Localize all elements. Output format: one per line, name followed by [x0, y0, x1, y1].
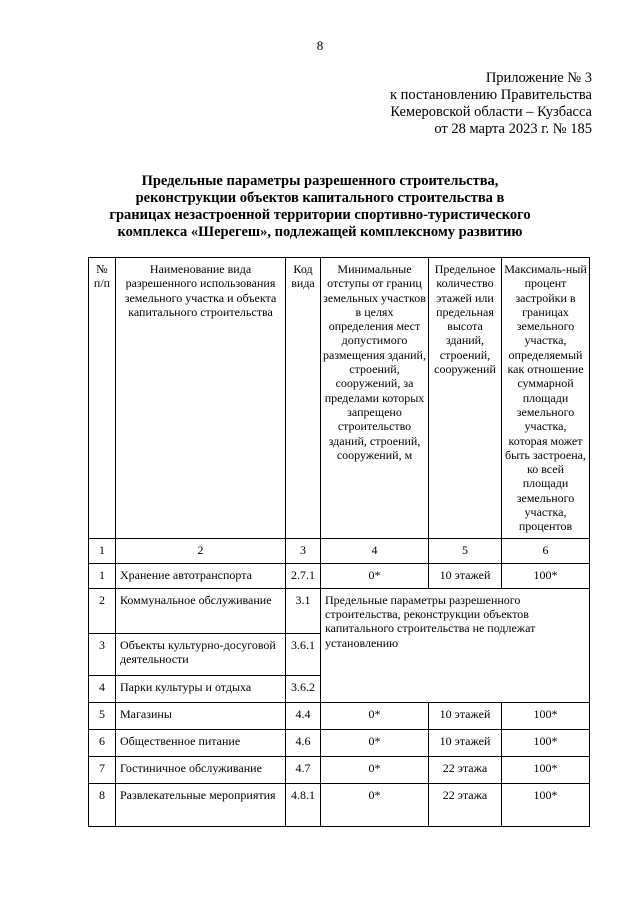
row-coverage: 100* [502, 563, 590, 588]
row-num: 3 [89, 633, 116, 675]
row-code: 3.6.1 [286, 633, 321, 675]
row-num: 5 [89, 702, 116, 729]
column-number: 2 [116, 538, 286, 563]
appendix-header [352, 70, 592, 138]
parameters-table [88, 257, 590, 827]
table-row [89, 783, 590, 826]
row-coverage: 100* [502, 729, 590, 756]
row-code: 4.8.1 [286, 783, 321, 826]
table-header-row [89, 258, 590, 539]
header-code: Код вида [286, 258, 321, 539]
row-setback: 0* [321, 783, 429, 826]
title-line: границах незастроенной территории спортивно-туристического [109, 207, 531, 223]
row-coverage: 100* [502, 702, 590, 729]
row-setback: 0* [321, 702, 429, 729]
row-name: Объекты культурно-досуговой деятельности [116, 633, 286, 675]
row-floors: 10 этажей [429, 729, 502, 756]
row-name: Общественное питание [116, 729, 286, 756]
column-number: 3 [286, 538, 321, 563]
row-code: 4.7 [286, 756, 321, 783]
row-name: Гостиничное обслуживание [116, 756, 286, 783]
title-line: реконструкции объектов капитального строительства в [135, 190, 505, 206]
header-setback: Минимальные отступы от границ земельных участков в целях определения мест допустимого размещения зданий, строений, сооружений, за пределами которых запрещено строительство зданий, строений, сооружений, м [321, 258, 429, 539]
table-row [89, 588, 590, 633]
appendix-line: Кемеровской области – Кузбасса [390, 104, 592, 120]
column-number: 5 [429, 538, 502, 563]
appendix-line: к постановлению Правительства [390, 87, 592, 103]
row-code: 3.1 [286, 588, 321, 633]
row-num: 2 [89, 588, 116, 633]
row-setback: 0* [321, 756, 429, 783]
header-floors: Предельное количество этажей или предельная высота зданий, строений, сооружений [429, 258, 502, 539]
column-number: 6 [502, 538, 590, 563]
table-row [89, 756, 590, 783]
table-row [89, 702, 590, 729]
row-code: 4.4 [286, 702, 321, 729]
page-number: 8 [316, 38, 324, 53]
table-row [89, 563, 590, 588]
merged-note-cell: Предельные параметры разрешенного строительства, реконструкции объектов капитального строительства не подлежат установлению [321, 588, 590, 702]
row-name: Развлекательные мероприятия [116, 783, 286, 826]
column-number-row [89, 538, 590, 563]
row-name: Хранение автотранспорта [116, 563, 286, 588]
table-row [89, 729, 590, 756]
row-name: Коммунальное обслуживание [116, 588, 286, 633]
row-setback: 0* [321, 563, 429, 588]
row-floors: 22 этажа [429, 756, 502, 783]
row-coverage: 100* [502, 756, 590, 783]
row-num: 1 [89, 563, 116, 588]
column-number: 1 [89, 538, 116, 563]
header-name: Наименование вида разрешенного использования земельного участка и объекта капитального строительства [116, 258, 286, 539]
row-num: 6 [89, 729, 116, 756]
row-num: 4 [89, 675, 116, 702]
column-number: 4 [321, 538, 429, 563]
row-floors: 10 этажей [429, 563, 502, 588]
document-title [60, 173, 580, 241]
header-num: № п/п [89, 258, 116, 539]
row-code: 4.6 [286, 729, 321, 756]
row-name: Парки культуры и отдыха [116, 675, 286, 702]
appendix-line: Приложение № 3 [485, 70, 592, 86]
row-code: 2.7.1 [286, 563, 321, 588]
row-code: 3.6.2 [286, 675, 321, 702]
row-coverage: 100* [502, 783, 590, 826]
row-floors: 10 этажей [429, 702, 502, 729]
header-coverage: Максималь-ный процент застройки в границах земельного участка, определяемый как отношение суммарной площади земельного участка, которая может быть застроена, ко всей площади земельного участка, процентов [502, 258, 590, 539]
row-setback: 0* [321, 729, 429, 756]
title-line: Предельные параметры разрешенного строительства, [141, 173, 499, 189]
title-line: комплекса «Шерегеш», подлежащей комплексному развитию [117, 224, 523, 240]
row-num: 8 [89, 783, 116, 826]
appendix-line: от 28 марта 2023 г. № 185 [434, 121, 592, 137]
row-name: Магазины [116, 702, 286, 729]
row-num: 7 [89, 756, 116, 783]
row-floors: 22 этажа [429, 783, 502, 826]
